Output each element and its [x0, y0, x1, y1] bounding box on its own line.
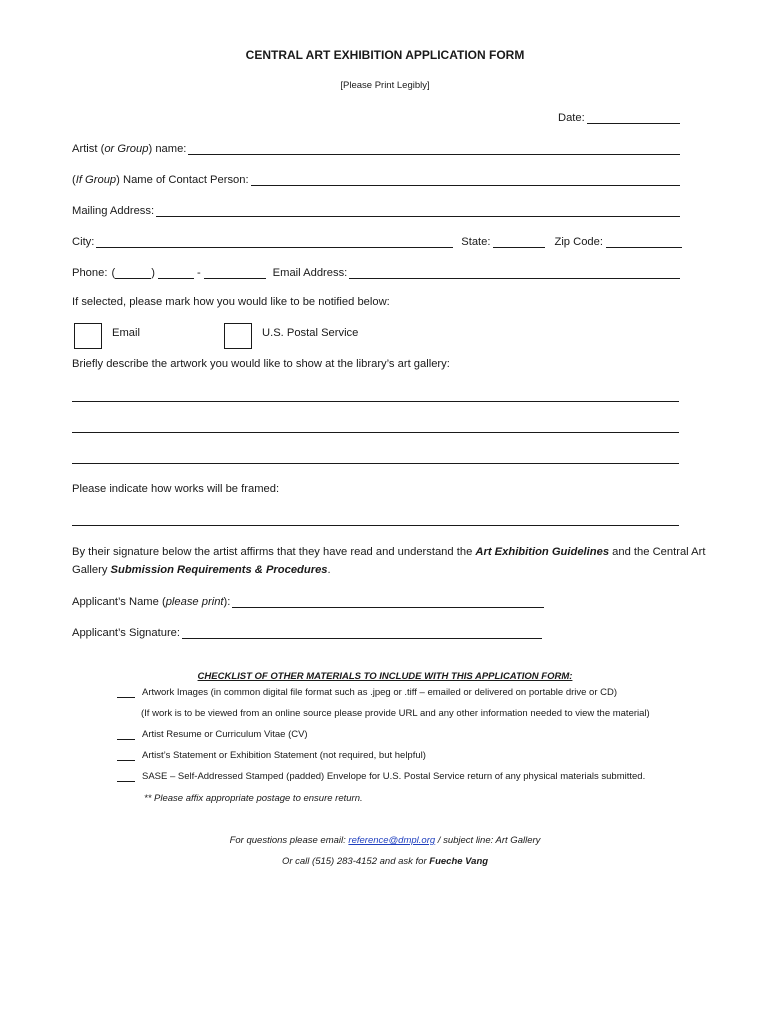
contact-person-field[interactable] [251, 174, 680, 186]
form-title: CENTRAL ART EXHIBITION APPLICATION FORM [245, 48, 525, 62]
date-label: Date: [558, 112, 585, 124]
reference-email-link[interactable]: reference@dmpl.org [348, 835, 436, 846]
checklist-blank-artist-statement[interactable] [117, 751, 135, 761]
artwork-description-line-3[interactable] [72, 463, 679, 464]
date-row [558, 108, 682, 124]
phone-label: Phone: [72, 267, 108, 279]
checklist-item-label: Artist Resume or Curriculum Vitae (CV) [142, 729, 308, 740]
checklist-item-artwork-images [117, 687, 617, 698]
email-notify-checkbox[interactable] [74, 323, 102, 349]
form-subtitle: [Please Print Legibly] [340, 80, 430, 91]
questions-line: For questions please email: reference@dmpl.org / subject line: Art Gallery [229, 835, 541, 846]
affirmation-text: By their signature below the artist affirms that they have read and understand the Art Exhibition Guidelines and the Central Art Gallery Submission Requirements & Procedures. [72, 546, 706, 576]
postal-notify-checkbox[interactable] [224, 323, 252, 349]
phone-prefix-field[interactable] [158, 267, 194, 279]
zip-field[interactable] [606, 236, 682, 248]
phone-area-code-field[interactable] [115, 267, 151, 279]
artwork-online-note: (If work is to be viewed from an online source please provide URL and any other information needed to view the material) [141, 708, 650, 719]
phone-dash: - [196, 267, 201, 279]
applicant-signature-field[interactable] [182, 627, 542, 639]
applicant-name-label: Applicant’s Name (please print): [72, 596, 231, 608]
applicant-signature-label: Applicant’s Signature: [72, 627, 181, 639]
zip-label: Zip Code: [554, 236, 603, 248]
checklist-item-artist-statement [117, 750, 426, 761]
city-state-zip-row [72, 232, 682, 248]
email-notify-label: Email [112, 327, 140, 339]
notify-prompt: If selected, please mark how you would like to be notified below: [72, 296, 390, 308]
phone-paren-open: ( [111, 267, 116, 279]
checklist-blank-artwork-images[interactable] [117, 688, 135, 698]
artwork-description-line-1[interactable] [72, 401, 679, 402]
email-address-label: Email Address: [272, 267, 348, 279]
mailing-address-field[interactable] [156, 205, 680, 217]
checklist-item-label: SASE – Self-Addressed Stamped (padded) Envelope for U.S. Postal Service return of any physical materials submitted. [142, 771, 646, 782]
checklist-blank-sase[interactable] [117, 772, 135, 782]
date-field[interactable] [587, 112, 680, 124]
postage-note: ** Please affix appropriate postage to ensure return. [144, 793, 363, 804]
phone-paren-close: ) [151, 267, 155, 279]
artwork-description-line-2[interactable] [72, 432, 679, 433]
email-address-field[interactable] [349, 267, 680, 279]
applicant-signature-row [72, 623, 544, 639]
applicant-name-field[interactable] [232, 596, 544, 608]
artist-name-row [72, 139, 682, 155]
framing-line[interactable] [72, 525, 679, 526]
city-field[interactable] [96, 236, 453, 248]
checklist-item-label: Artist’s Statement or Exhibition Statement (not required, but helpful) [142, 750, 426, 761]
phone-line-field[interactable] [204, 267, 266, 279]
contact-person-label: (If Group) Name of Contact Person: [72, 174, 249, 186]
applicant-name-row [72, 592, 546, 608]
framing-prompt: Please indicate how works will be framed: [72, 483, 280, 495]
contact-person-row [72, 170, 682, 186]
checklist-item-resume [117, 729, 308, 740]
postal-notify-label: U.S. Postal Service [262, 327, 359, 339]
phone-email-row [72, 263, 682, 279]
checklist-item-label: Artwork Images (in common digital file format such as .jpeg or .tiff – emailed or delivered on portable drive or CD) [142, 687, 618, 698]
checklist-item-sase [117, 771, 645, 782]
checklist-blank-resume[interactable] [117, 730, 135, 740]
state-field[interactable] [493, 236, 545, 248]
call-line: Or call (515) 283-4152 and ask for Fueche Vang [281, 856, 489, 867]
artist-name-field[interactable] [188, 143, 680, 155]
mailing-address-row [72, 201, 682, 217]
mailing-address-label: Mailing Address: [72, 205, 155, 217]
contact-name: Fueche Vang [429, 856, 489, 867]
artist-name-label: Artist (or Group) name: [72, 143, 187, 155]
checklist-title: CHECKLIST OF OTHER MATERIALS TO INCLUDE WITH THIS APPLICATION FORM: [197, 671, 573, 682]
state-label: State: [461, 236, 491, 248]
describe-artwork-prompt: Briefly describe the artwork you would like to show at the library’s art gallery: [72, 358, 450, 370]
city-label: City: [72, 236, 95, 248]
